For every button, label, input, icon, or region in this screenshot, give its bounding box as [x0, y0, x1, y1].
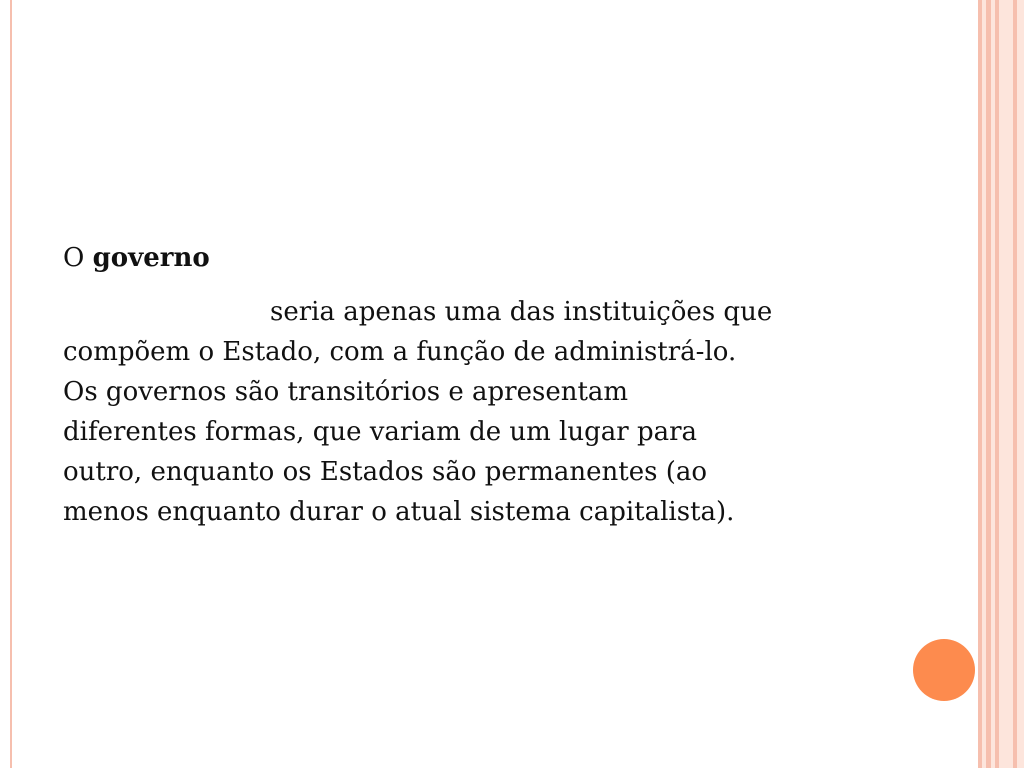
- body-line: outro, enquanto os Estados são permanentes (ao: [63, 457, 708, 487]
- heading-bold-term: governo: [92, 243, 210, 273]
- body-line: Os governos são transitórios e apresentam: [63, 377, 629, 407]
- stripe: [1017, 0, 1024, 768]
- body-line: diferentes formas, que variam de um lugar para: [63, 417, 698, 447]
- heading-prefix: O: [63, 243, 85, 273]
- body-line: menos enquanto durar o atual sistema capitalista).: [63, 497, 735, 527]
- body-line: compõem o Estado, com a função de administrá-lo.: [63, 337, 737, 367]
- body-line: seria apenas uma das instituições que: [270, 297, 773, 327]
- left-frame-line: [10, 0, 12, 768]
- slide-content: [63, 238, 893, 532]
- accent-circle: [913, 639, 975, 701]
- slide-heading: [63, 238, 893, 278]
- stripe: [999, 0, 1013, 768]
- body-paragraph: [63, 292, 893, 532]
